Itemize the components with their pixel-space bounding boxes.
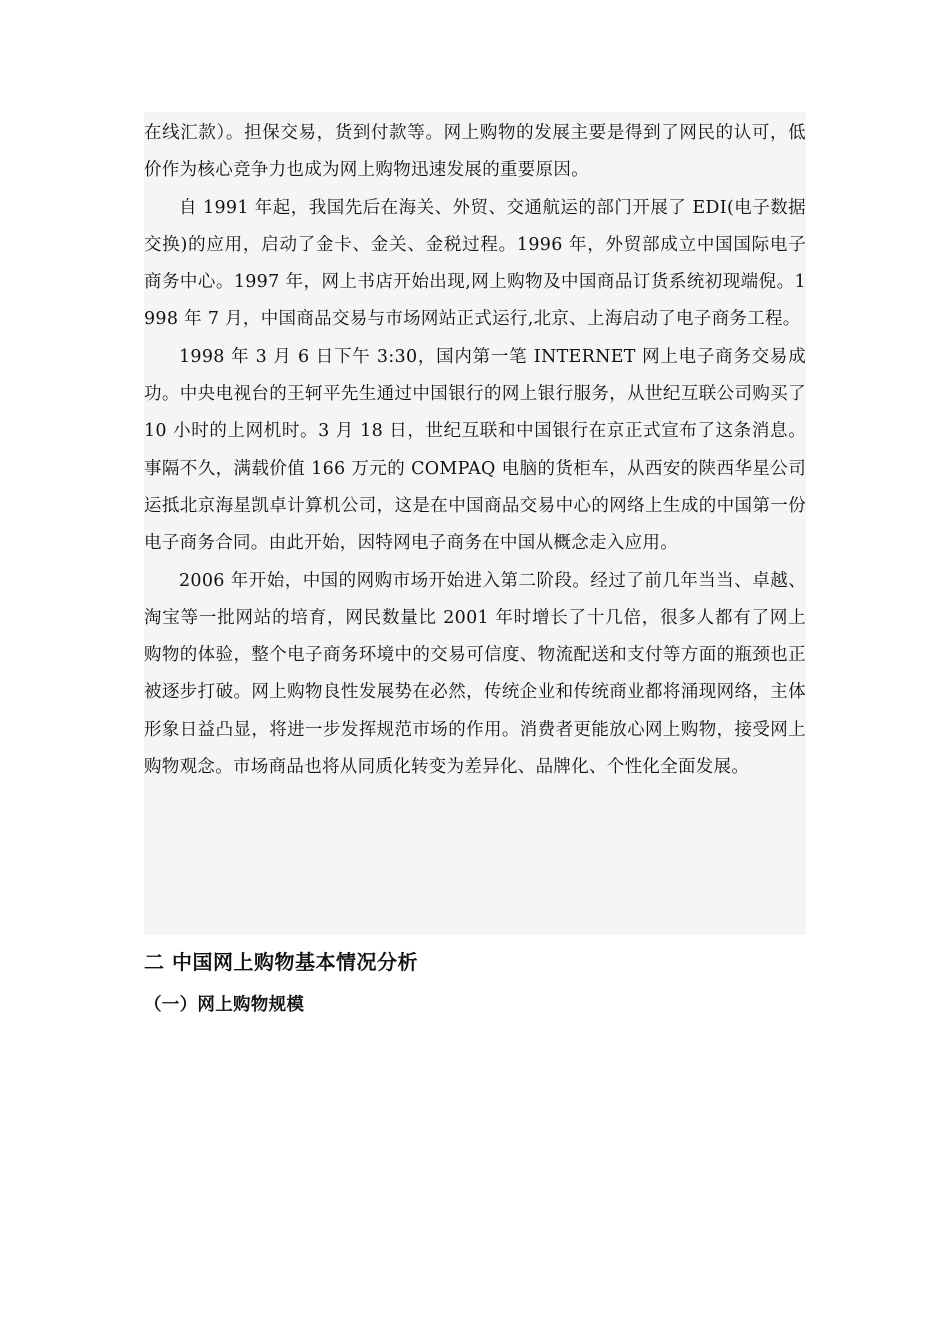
subsection-heading: （一）网上购物规模 (144, 995, 305, 1015)
paragraph-1991-edi: 自 1991 年起，我国先后在海关、外贸、交通航运的部门开展了 EDI(电子数据交换)的应用，启动了金卡、金关、金税过程。1996 年，外贸部成立中国国际电子商务中心。1997 年，网上书店开始出现,网上购物及中国商品订货系统初现端倪。1998 年 7 月，中国商品交易与市场网站正式运行,北京、上海启动了电子商务工程。 (144, 197, 806, 330)
paragraph-1998-first-transaction: 1998 年 3 月 6 日下午 3:30，国内第一笔 INTERNET 网上电子商务交易成功。中央电视台的王轲平先生通过中国银行的网上银行服务，从世纪互联公司购买了 10 小时的上网机时。3 月 18 日，世纪互联和中国银行在京正式宣布了这条消息。事隔不久，满载价值 166 万元的 COMPAQ 电脑的货柜车，从西安的陕西华星公司运抵北京海星凯卓计算机公司，这是在中国商品交易中心的网络上生成的中国第一份电子商务合同。由此开始，因特网电子商务在中国从概念走入应用。 (144, 346, 806, 554)
paragraph-continuation: 在线汇款）。担保交易，货到付款等。网上购物的发展主要是得到了网民的认可，低价作为核心竞争力也成为网上购物迅速发展的重要原因。 (144, 123, 806, 181)
body-text (144, 115, 806, 786)
paragraph-2006-second-stage: 2006 年开始，中国的网购市场开始进入第二阶段。经过了前几年当当、卓越、淘宝等一批网站的培育，网民数量比 2001 年时增长了十几倍，很多人都有了网上购物的体验，整个电子商务环境中的交易可信度、物流配送和支付等方面的瓶颈也正被逐步打破。网上购物良性发展势在必然，传统企业和传统商业都将涌现网络，主体形象日益凸显，将进一步发挥规范市场的作用。消费者更能放心网上购物，接受网上购物观念。市场商品也将从同质化转变为差异化、品牌化、个性化全面发展。 (144, 570, 806, 778)
section-heading: 二 中国网上购物基本情况分析 (144, 950, 418, 974)
